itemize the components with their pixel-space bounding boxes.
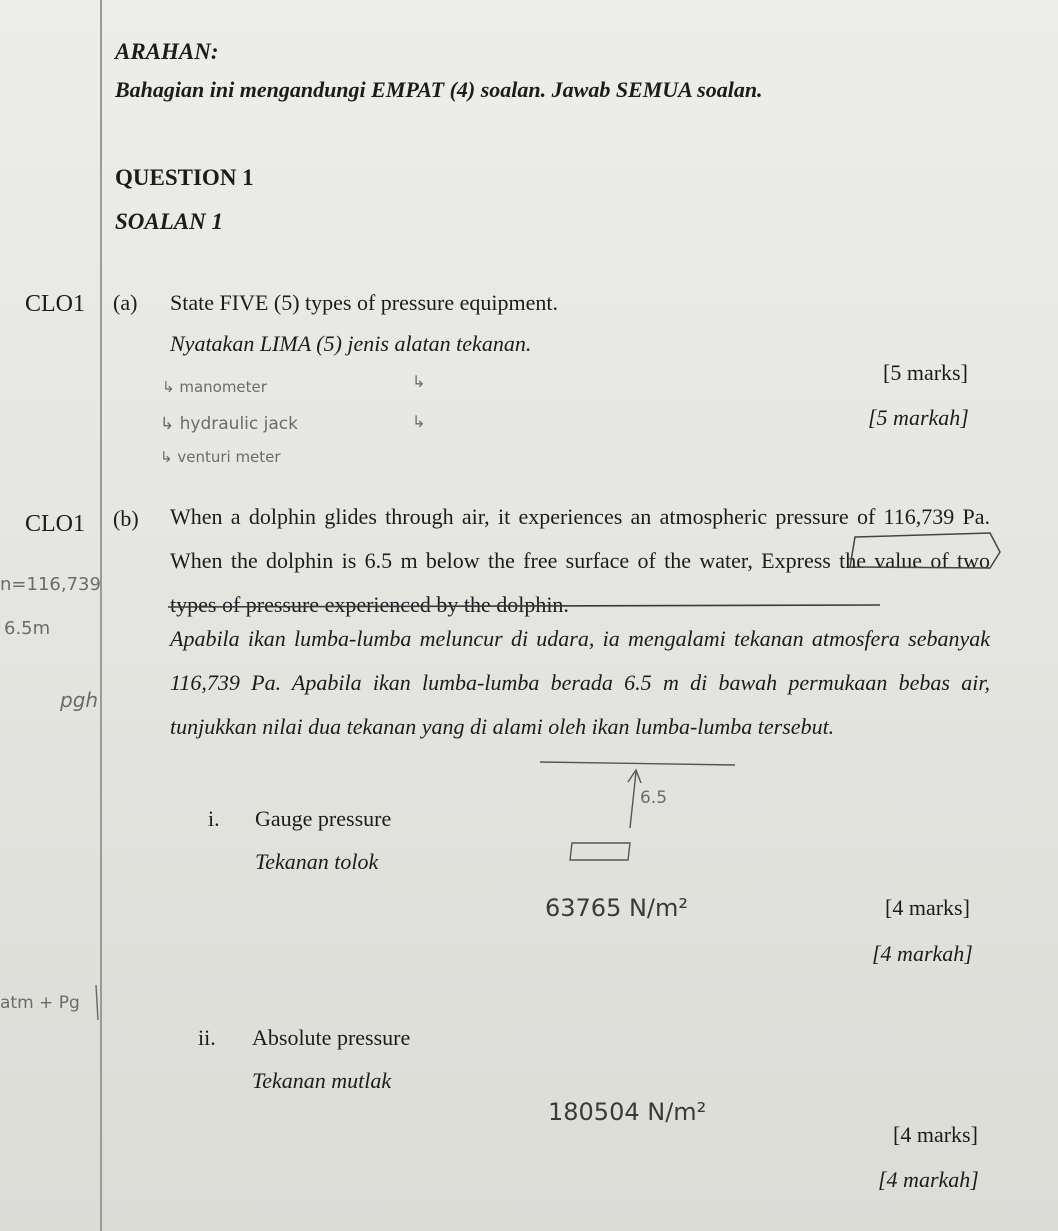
part-a-marks-ms: [5 markah] [868, 405, 969, 430]
part-a-question-en: State FIVE (5) types of pressure equipment. [170, 290, 558, 315]
margin-note-pgh: pgh [60, 688, 99, 712]
margin-note-atm: n=116,739 [0, 574, 101, 595]
sub-ii-title-en: Absolute pressure [252, 1025, 411, 1050]
part-b-label: (b) [113, 506, 139, 531]
sub-ii-answer: 180504 N/m² [548, 1098, 707, 1126]
question-heading-ms: SOALAN 1 [115, 209, 223, 234]
handwritten-answer-1: ↳ manometer [162, 378, 267, 396]
sub-ii-marks-en: [4 marks] [893, 1122, 978, 1147]
sub-i-title-ms: Tekanan tolok [255, 849, 379, 874]
clo-label-a: CLO1 [25, 291, 85, 317]
question-heading-en: QUESTION 1 [115, 165, 254, 190]
margin-stroke [96, 985, 98, 1020]
sub-i-title-en: Gauge pressure [255, 806, 392, 831]
part-a-label: (a) [113, 290, 138, 315]
instruction-text: Bahagian ini mengandungi EMPAT (4) soalan. Jawab SEMUA soalan. [115, 77, 763, 102]
arahan-heading: ARAHAN: [115, 39, 219, 64]
sub-i-marks-ms: [4 markah] [872, 941, 973, 966]
handwritten-arrow-1: ↳ [412, 372, 426, 391]
margin-note-depth: 6.5m [4, 618, 51, 639]
sketch-depth-label: 6.5 [640, 788, 668, 808]
sub-ii-label: ii. [198, 1025, 216, 1050]
part-a-question-ms: Nyatakan LIMA (5) jenis alatan tekanan. [170, 331, 532, 356]
part-b-question-en: When a dolphin glides through air, it experiences an atmospheric pressure of 116,739 Pa. When the dolphin is 6.5 m below the free surface of the water, Express the value of two types of pressure experienced by the dolphin. [170, 504, 990, 617]
sub-ii-marks-ms: [4 markah] [878, 1167, 979, 1192]
part-a-marks-en: [5 marks] [883, 360, 968, 385]
margin-note-atm-pg: atm + Pg [0, 993, 80, 1013]
clo-label-b: CLO1 [25, 511, 85, 537]
sub-ii-title-ms: Tekanan mutlak [252, 1068, 392, 1093]
sub-i-marks-en: [4 marks] [885, 895, 970, 920]
part-b-question-ms: Apabila ikan lumba-lumba meluncur di udara, ia mengalami tekanan atmosfera sebanyak 116,739 Pa. Apabila ikan lumba-lumba berada 6.5 m di bawah permukaan bebas air, tunjukkan nilai dua tekanan yang di alami oleh ikan lumba-lumba tersebut. [170, 626, 990, 739]
handwritten-arrow-2: ↳ [412, 412, 426, 431]
sub-i-label: i. [208, 806, 220, 831]
sub-i-answer: 63765 N/m² [545, 894, 689, 922]
margin-line [100, 0, 102, 1231]
sketch-box [570, 843, 630, 860]
handwritten-answer-2: ↳ hydraulic jack [160, 414, 298, 434]
handwritten-answer-3: ↳ venturi meter [160, 448, 281, 466]
